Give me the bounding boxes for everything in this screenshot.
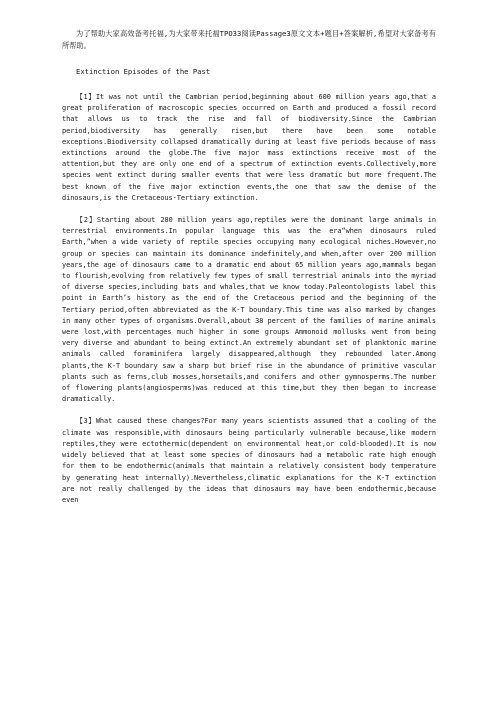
paragraph-1: 【1】It was not until the Cambrian period,beginning about 600 million years ago,that a great proliferation of macroscopic species occurred on Earth and produced a fossil record that allows us to track the rise and fall of biodiversity.Since the Cambrian period,biodiversity has generally risen,but there have been some notable exceptions.Biodiversity collapsed dramatically during at least five periods because of mass extinctions around the globe.The five major mass extinctions receive most of the attention,but they are only one end of a spectrum of extinction events.Collectively,more species went extinct during smaller events that were less dramatic but more frequent.The best known of the five major extinction events,the one that saw the demise of the dinosaurs,is the Cretaceous-Tertiary extinction. xyxy=(62,93,436,202)
passage-title: Extinction Episodes of the Past xyxy=(76,67,211,76)
intro-text: 为了帮助大家高效备考托福,为大家带来托福TPO33阅读Passage3原文文本+题目+答案解析,希望对大家备考有所帮助。 xyxy=(62,29,436,50)
paragraph-3: 【3】What caused these changes?For many years scientists assumed that a cooling of the climate was responsible,with dinosaurs being particularly vulnerable because,like modern reptiles,they were ectothermic(dependent on environmental heat,or cold-blooded).It is now widely believed that at least some species of dinosaurs had a metabolic rate high enough for them to be endothermic(animals that maintain a relatively consistent body temperature by generating heat internally).Nevertheless,climatic explanations for the K-T extinction are not really challenged by the ideas that dinosaurs may have been endothermic,because even xyxy=(62,417,436,504)
paragraph-2: 【2】Starting about 280 million years ago,reptiles were the dominant large animals in terrestrial environments.In popular language this was the era“when dinosaurs ruled Earth,”when a wide variety of reptile species occupying many ecological niches.However,no group or species can maintain its dominance indefinitely,and when,after over 200 million years,the age of dinosaurs came to a dramatic end about 65 million years ago,mammals began to flourish,evolving from relatively few types of small terrestrial animals into the myriad of diverse species,including bats and whales,that we know today.Paleontologists label this point in Earth’s history as the end of the Cretaceous period and the beginning of the Tertiary period,often abbreviated as the K-T boundary.This time was also marked by changes in many other types of organisms.Overall,about 38 percent of the families of marine animals were lost,with percentages much higher in some groups Ammonoid mollusks went from being very diverse and abundant to being extinct.An extremely abundant set of planktonic marine animals called foraminifera largely disappeared,although they rebounded later.Among plants,the K-T boundary saw a sharp but brief rise in the abundance of primitive vascular plants such as ferns,club mosses,horsetails,and conifers and other gymnosperms.The number of flowering plants(angiosperms)was reduced at this time,but they then began to increase dramatically. xyxy=(62,216,436,404)
